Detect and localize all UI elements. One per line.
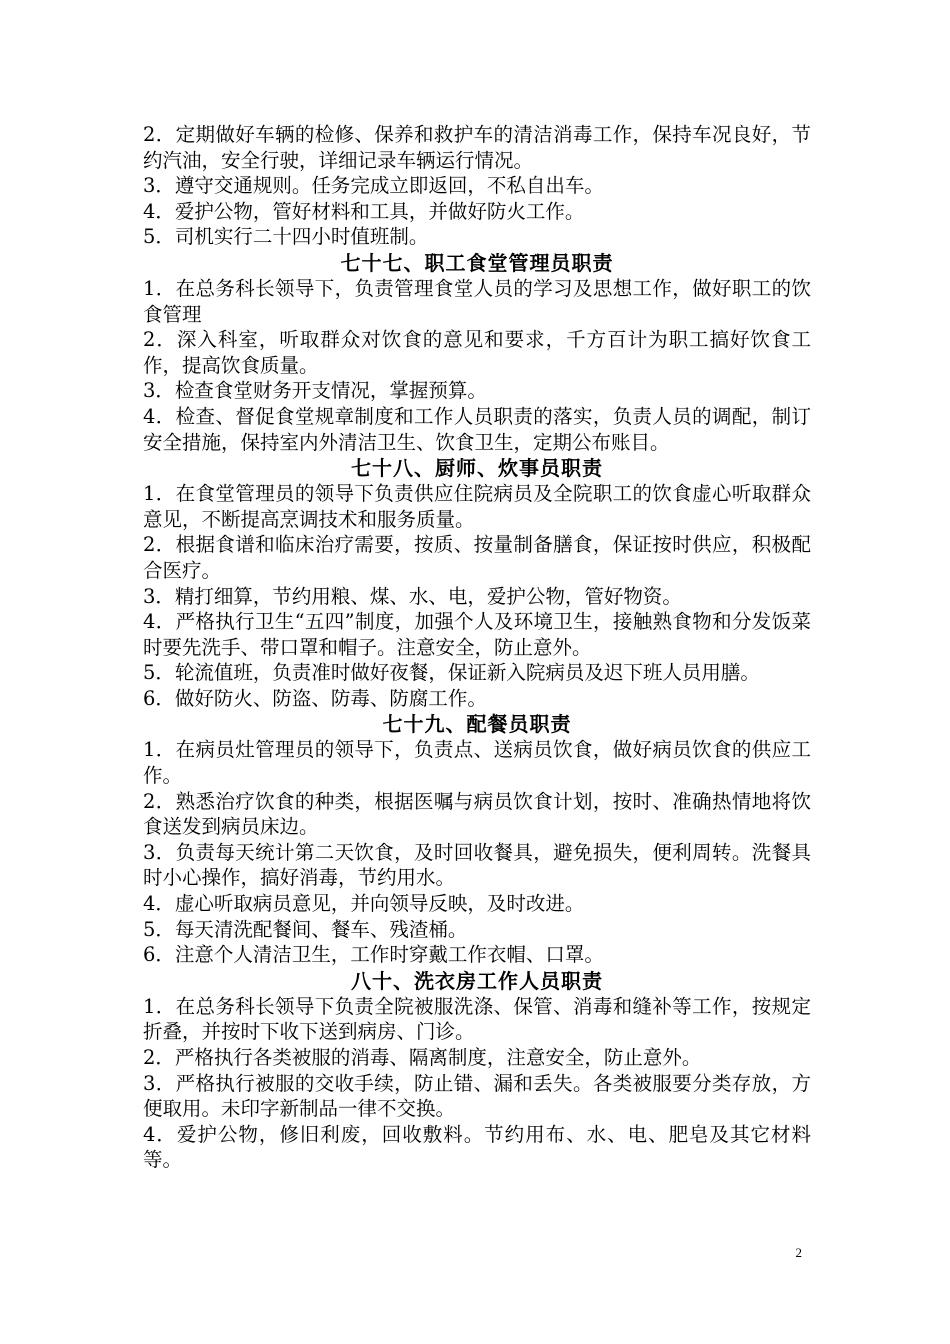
paragraph: 1．在总务科长领导下负责全院被服洗涤、保管、消毒和缝补等工作，按规定折叠，并按时下收下送到病房、门诊。 [143,994,811,1044]
paragraph: 1．在总务科长领导下，负责管理食堂人员的学习及思想工作，做好职工的饮食管理 [143,276,811,326]
paragraph: 2．根据食谱和临床治疗需要，按质、按量制备膳食，保证按时供应，积极配合医疗。 [143,533,811,582]
paragraph: 1．在病员灶管理员的领导下，负责点、送病员饮食，做好病员饮食的供应工作。 [143,738,811,788]
paragraph: 3．精打细算，节约用粮、煤、水、电，爱护公物，管好物资。 [143,584,682,608]
paragraph: 3．负责每天统计第二天饮食，及时回收餐具，避免损失，便利周转。洗餐具时小心操作，搞好消毒，节约用水。 [143,840,811,890]
page-number: 2 [795,1245,802,1260]
paragraph: 2．深入科室，听取群众对饮食的意见和要求，千方百计为职工搞好饮食工作，提高饮食质量。 [143,328,811,377]
paragraph: 3．严格执行被服的交收手续，防止错、漏和丢失。各类被服要分类存放，方便取用。未印字新制品一律不交换。 [143,1071,811,1121]
section-heading: 七十七、职工食堂管理员职责 [340,250,614,275]
section-heading: 七十八、厨师、炊事员职责 [351,456,603,481]
paragraph: 4．虚心听取病员意见，并向领导反映，及时改进。 [143,892,585,916]
document-body [143,122,811,1173]
paragraph: 5．司机实行二十四小时值班制。 [143,225,429,249]
paragraph: 6．注意个人清洁卫生，工作时穿戴工作衣帽、口罩。 [143,943,604,967]
paragraph: 3．遵守交通规则。任务完成立即返回，不私自出车。 [143,174,604,198]
paragraph: 2．定期做好车辆的检修、保养和救护车的清洁消毒工作，保持车况良好，节约汽油，安全行驶，详细记录车辆运行情况。 [143,123,811,172]
paragraph: 2．熟悉治疗饮食的种类，根据医嘱与病员饮食计划，按时、准确热情地将饮食送发到病员床边。 [143,789,811,839]
paragraph: 4．爱护公物，修旧利废，回收敷料。节约用布、水、电、肥皂及其它材料等。 [143,1122,811,1172]
section-heading: 八十、洗衣房工作人员职责 [351,968,603,993]
paragraph: 4．爱护公物，管好材料和工具，并做好防火工作。 [143,199,585,223]
paragraph: 5．每天清洗配餐间、餐车、残渣桶。 [143,917,468,941]
section-heading: 七十九、配餐员职责 [382,712,572,737]
paragraph: 5．轮流值班，负责准时做好夜餐，保证新入院病员及迟下班人员用膳。 [143,661,760,685]
paragraph: 3．检查食堂财务开支情况，掌握预算。 [143,379,487,403]
paragraph: 2．严格执行各类被服的消毒、隔离制度，注意安全，防止意外。 [143,1046,702,1069]
paragraph: 1．在食堂管理员的领导下负责供应住院病员及全院职工的饮食虚心听取群众意见，不断提高烹调技术和服务质量。 [143,482,811,531]
paragraph: 6．做好防火、防盗、防毒、防腐工作。 [143,686,487,710]
paragraph: 4．严格执行卫生“五四”制度，加强个人及环境卫生，接触熟食物和分发饭菜时要先洗手、带口罩和帽子。注意安全，防止意外。 [143,610,811,659]
paragraph: 4．检查、督促食堂规章制度和工作人员职责的落实，负责人员的调配，制订安全措施，保持室内外清洁卫生、饮食卫生，定期公布账目。 [143,404,811,454]
